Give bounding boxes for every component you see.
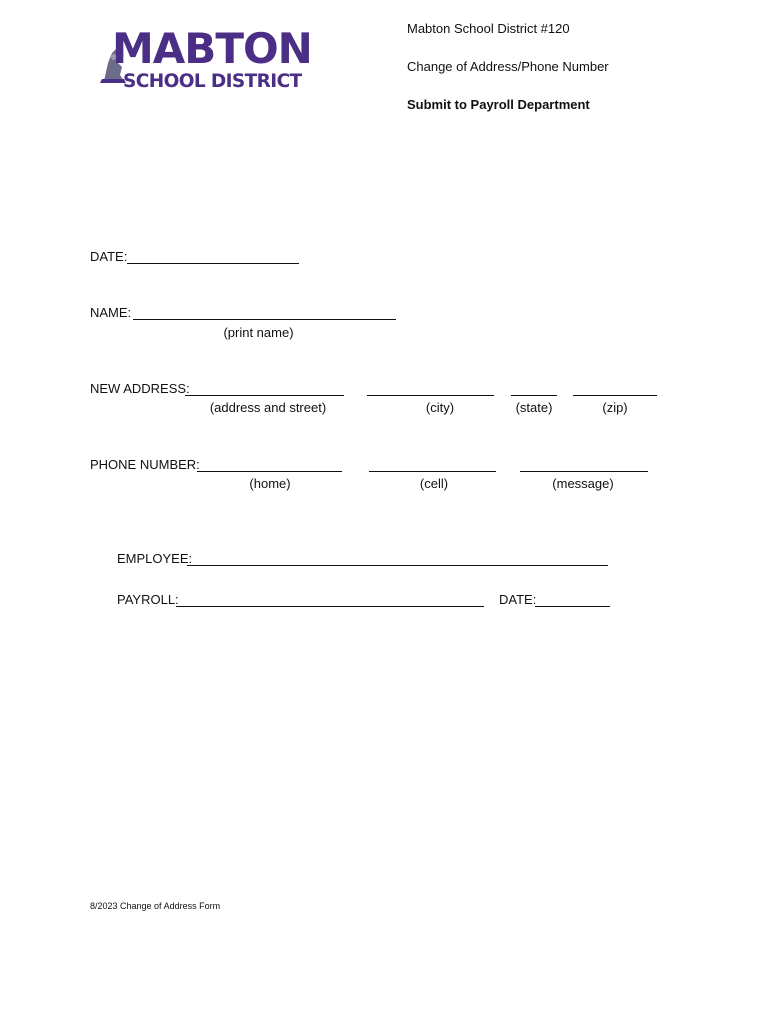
name-label: NAME: <box>90 305 132 320</box>
phone-message-hint: (message) <box>552 476 614 491</box>
phone-home-field[interactable] <box>197 471 342 472</box>
form-title: Change of Address/Phone Number <box>407 59 609 74</box>
phone-home-hint: (home) <box>249 476 291 491</box>
name-hint: (print name) <box>223 325 294 340</box>
address-state-field[interactable] <box>511 395 557 396</box>
district-logo <box>98 24 312 97</box>
phone-message-field[interactable] <box>520 471 648 472</box>
address-street-hint: (address and street) <box>209 400 327 415</box>
district-name: Mabton School District #120 <box>407 21 570 36</box>
submit-instruction: Submit to Payroll Department <box>407 97 590 112</box>
address-street-field[interactable] <box>185 395 344 396</box>
payroll-date-field[interactable] <box>535 606 610 607</box>
employee-signature-field[interactable] <box>187 565 608 566</box>
address-state-hint: (state) <box>515 400 553 415</box>
date-field[interactable] <box>127 263 299 264</box>
payroll-date-label: DATE: <box>499 592 537 607</box>
address-city-hint: (city) <box>425 400 455 415</box>
address-city-field[interactable] <box>367 395 494 396</box>
payroll-label: PAYROLL: <box>117 592 179 607</box>
address-zip-hint: (zip) <box>602 400 628 415</box>
logo-wordmark-top: MABTON <box>112 24 312 73</box>
name-field[interactable] <box>133 319 396 320</box>
logo-wordmark-bottom: SCHOOL DISTRICT <box>123 71 302 92</box>
address-zip-field[interactable] <box>573 395 657 396</box>
payroll-signature-field[interactable] <box>176 606 484 607</box>
phone-cell-hint: (cell) <box>419 476 449 491</box>
address-label: NEW ADDRESS: <box>90 381 190 396</box>
date-label: DATE: <box>90 249 128 264</box>
phone-label: PHONE NUMBER: <box>90 457 200 472</box>
phone-cell-field[interactable] <box>369 471 496 472</box>
employee-label: EMPLOYEE: <box>117 551 193 566</box>
form-footer: 8/2023 Change of Address Form <box>90 901 221 911</box>
